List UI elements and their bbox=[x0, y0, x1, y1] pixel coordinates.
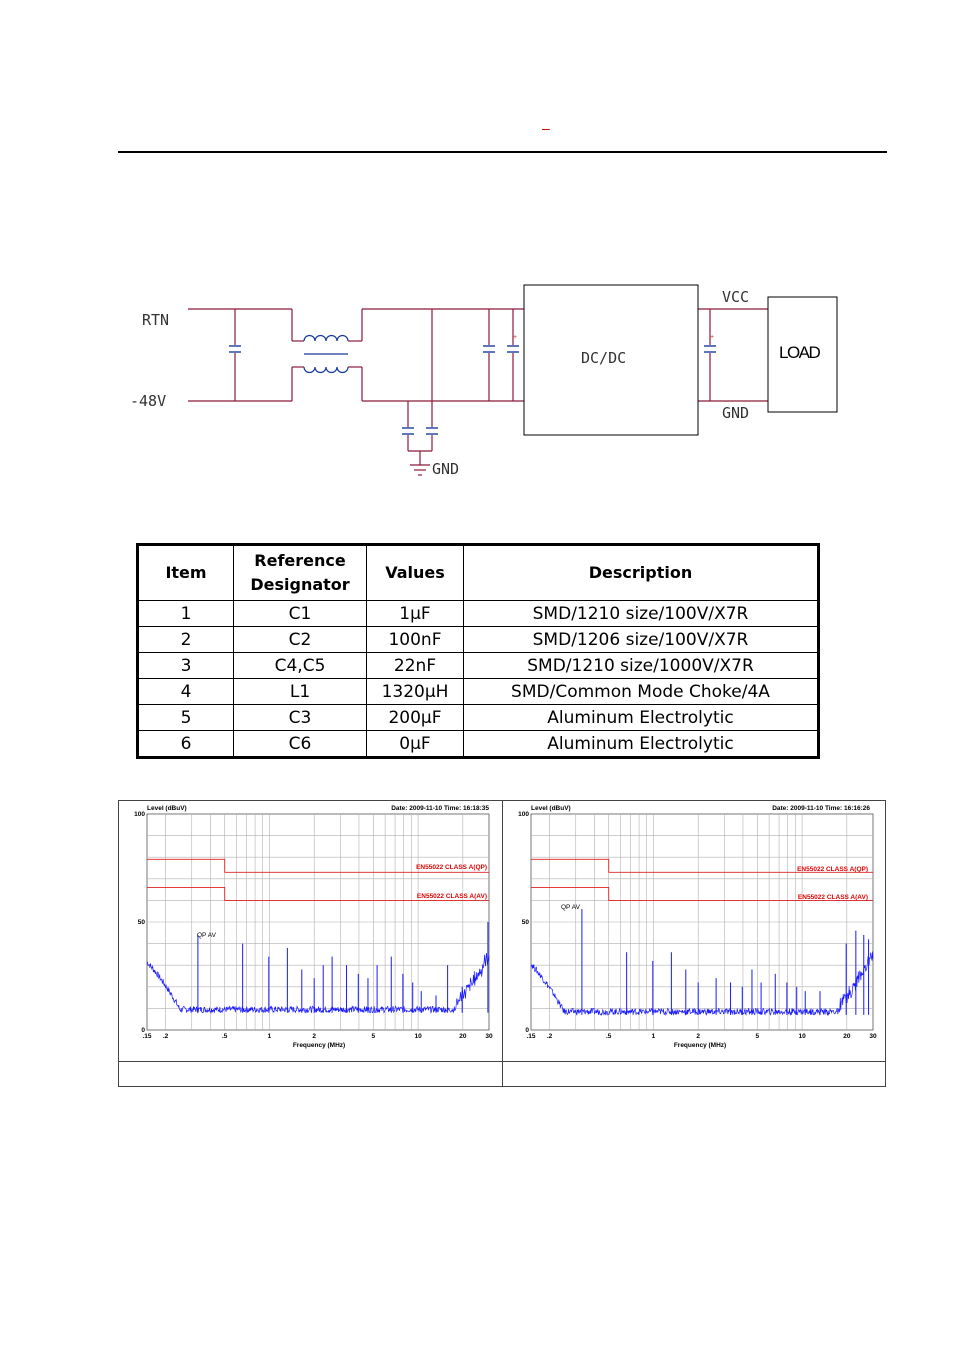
x-tick-label: 30 bbox=[869, 1033, 877, 1040]
bom-cell: Aluminum Electrolytic bbox=[464, 731, 819, 758]
frame-divider bbox=[119, 1061, 886, 1062]
filter-schematic bbox=[120, 275, 850, 495]
bom-table bbox=[136, 543, 820, 759]
gnd-earth-label: GND bbox=[432, 460, 460, 478]
plot-xlabel: Frequency (MHz) bbox=[292, 1042, 346, 1049]
plot-ylabel: Level (dBuV) bbox=[147, 805, 187, 812]
bom-header-description: Description bbox=[464, 545, 819, 601]
x-tick-label: 20 bbox=[459, 1033, 467, 1040]
x-tick-label: .15 bbox=[142, 1033, 152, 1040]
table-row bbox=[138, 601, 819, 627]
y-tick-label: 0 bbox=[141, 1027, 145, 1034]
x-tick-label: 2 bbox=[312, 1033, 317, 1040]
table-row bbox=[138, 705, 819, 731]
x-tick-label: 10 bbox=[798, 1033, 806, 1040]
bom-cell: C6 bbox=[234, 731, 367, 758]
x-tick-label: 30 bbox=[485, 1033, 493, 1040]
bom-header-values: Values bbox=[367, 545, 464, 601]
load-label: LOAD bbox=[779, 343, 820, 362]
bom-cell: 6 bbox=[138, 731, 234, 758]
emi-plot-shielded bbox=[503, 801, 886, 1061]
bom-cell: 5 bbox=[138, 705, 234, 731]
plot-xlabel: Frequency (MHz) bbox=[673, 1042, 727, 1049]
y-tick-label: 50 bbox=[521, 919, 529, 926]
bom-cell: SMD/Common Mode Choke/4A bbox=[464, 679, 819, 705]
bom-cell: C1 bbox=[234, 601, 367, 627]
plot-caption-right bbox=[503, 1063, 886, 1086]
limit-qp-label: EN55022 CLASS A(QP) bbox=[416, 864, 487, 871]
bom-cell: 1320μH bbox=[367, 679, 464, 705]
neg48v-label: -48V bbox=[130, 392, 167, 410]
emi-plot-line bbox=[119, 801, 502, 1061]
bom-header-item: Item bbox=[138, 545, 234, 601]
x-tick-label: 1 bbox=[267, 1033, 272, 1040]
bom-header-reference: Reference Designator bbox=[234, 545, 367, 601]
bom-cell: Aluminum Electrolytic bbox=[464, 705, 819, 731]
bom-cell: 22nF bbox=[367, 653, 464, 679]
table-row bbox=[138, 731, 819, 758]
x-tick-label: 5 bbox=[755, 1033, 760, 1040]
bom-cell: 200μF bbox=[367, 705, 464, 731]
bom-cell: 1μF bbox=[367, 601, 464, 627]
bom-cell: SMD/1210 size/100V/X7R bbox=[464, 601, 819, 627]
header-mark: – bbox=[542, 120, 550, 136]
peak-marker: QP AV bbox=[197, 932, 216, 939]
bom-cell: L1 bbox=[234, 679, 367, 705]
y-tick-label: 100 bbox=[518, 811, 529, 818]
limit-qp-label: EN55022 CLASS A(QP) bbox=[797, 866, 868, 873]
gnd-out-label: GND bbox=[722, 404, 750, 422]
dcdc-label: DC/DC bbox=[581, 349, 627, 367]
bom-cell: 100nF bbox=[367, 627, 464, 653]
x-tick-label: .2 bbox=[162, 1033, 169, 1040]
x-tick-label: 2 bbox=[696, 1033, 701, 1040]
emi-plots-frame bbox=[118, 800, 886, 1087]
x-tick-label: .5 bbox=[222, 1033, 228, 1040]
bom-cell: 4 bbox=[138, 679, 234, 705]
bom-cell: SMD/1206 size/100V/X7R bbox=[464, 627, 819, 653]
table-row bbox=[138, 627, 819, 653]
rtn-label: RTN bbox=[142, 311, 170, 329]
x-tick-label: 1 bbox=[651, 1033, 656, 1040]
y-tick-label: 100 bbox=[134, 811, 145, 818]
x-tick-label: 20 bbox=[843, 1033, 851, 1040]
plot-datetime: Date: 2009-11-10 Time: 16:16:26 bbox=[772, 805, 870, 812]
y-tick-label: 50 bbox=[137, 919, 145, 926]
table-row bbox=[138, 653, 819, 679]
bom-cell: 1 bbox=[138, 601, 234, 627]
plot-caption-left bbox=[119, 1063, 502, 1086]
x-tick-label: .5 bbox=[606, 1033, 612, 1040]
table-row bbox=[138, 679, 819, 705]
x-tick-label: .2 bbox=[546, 1033, 553, 1040]
bom-cell: C4,C5 bbox=[234, 653, 367, 679]
bom-cell: C3 bbox=[234, 705, 367, 731]
peak-marker: QP AV bbox=[561, 904, 580, 911]
y-tick-label: 0 bbox=[525, 1027, 529, 1034]
svg-text:+: + bbox=[710, 334, 715, 341]
x-tick-label: 10 bbox=[414, 1033, 422, 1040]
bom-cell: C2 bbox=[234, 627, 367, 653]
x-tick-label: .15 bbox=[526, 1033, 536, 1040]
vcc-label: VCC bbox=[722, 288, 750, 306]
svg-text:+: + bbox=[513, 334, 518, 341]
bom-cell: 2 bbox=[138, 627, 234, 653]
bom-cell: 3 bbox=[138, 653, 234, 679]
x-tick-label: 5 bbox=[371, 1033, 376, 1040]
plot-datetime: Date: 2009-11-10 Time: 16:18:35 bbox=[391, 805, 489, 812]
bom-cell: 0μF bbox=[367, 731, 464, 758]
limit-av-label: EN55022 CLASS A(AV) bbox=[416, 893, 487, 900]
bom-header-row bbox=[138, 545, 819, 601]
bom-cell: SMD/1210 size/1000V/X7R bbox=[464, 653, 819, 679]
limit-av-label: EN55022 CLASS A(AV) bbox=[797, 894, 868, 901]
plot-ylabel: Level (dBuV) bbox=[531, 805, 571, 812]
header-rule bbox=[118, 151, 887, 153]
